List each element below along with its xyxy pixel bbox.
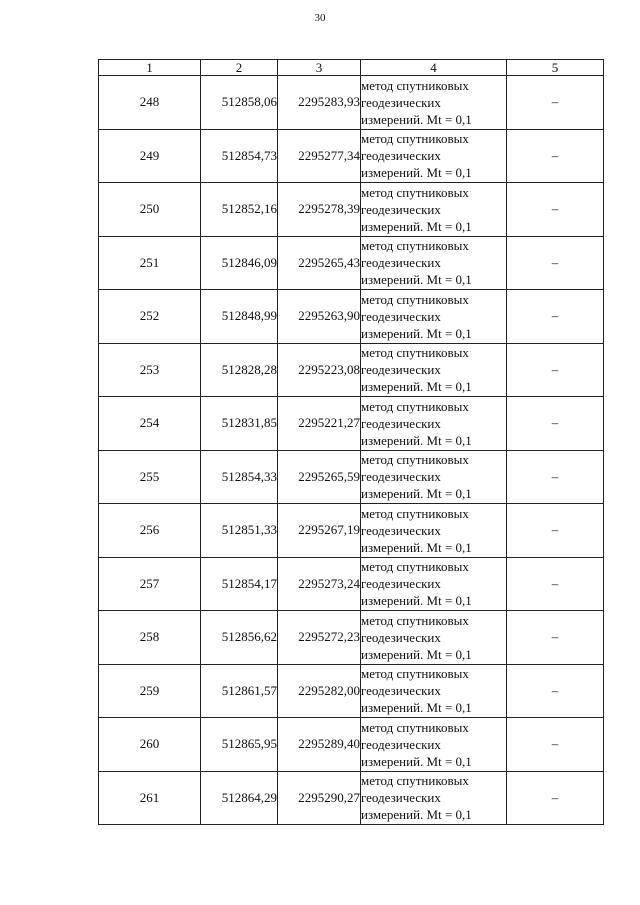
- method-line: геодезических: [361, 415, 441, 431]
- method-line: геодезических: [361, 201, 441, 217]
- x-coordinate: 512851,33: [201, 504, 278, 558]
- method-line: измерений. Mt = 0,1: [361, 539, 472, 555]
- table-row: [99, 76, 604, 130]
- table-row: [99, 504, 604, 558]
- method-line: измерений. Mt = 0,1: [361, 272, 472, 288]
- table-row: [99, 343, 604, 397]
- note-cell: –: [507, 397, 604, 451]
- table-body: [99, 76, 604, 825]
- note-cell: –: [507, 504, 604, 558]
- table-row: [99, 718, 604, 772]
- x-coordinate: 512854,73: [201, 129, 278, 183]
- note-cell: –: [507, 236, 604, 290]
- method-line: геодезических: [361, 683, 441, 699]
- table-row: [99, 557, 604, 611]
- point-number: 260: [99, 718, 201, 772]
- point-number: 252: [99, 290, 201, 344]
- method-line: измерений. Mt = 0,1: [361, 325, 472, 341]
- table-row: [99, 290, 604, 344]
- x-coordinate: 512846,09: [201, 236, 278, 290]
- table-row: [99, 664, 604, 718]
- method-cell: [361, 290, 507, 344]
- table-row: [99, 611, 604, 665]
- y-coordinate: 2295221,27: [278, 397, 361, 451]
- method-cell: [361, 664, 507, 718]
- method-cell: [361, 557, 507, 611]
- method-line: геодезических: [361, 522, 441, 538]
- method-cell: [361, 450, 507, 504]
- y-coordinate: 2295223,08: [278, 343, 361, 397]
- point-number: 257: [99, 557, 201, 611]
- note-cell: –: [507, 664, 604, 718]
- method-line: измерений. Mt = 0,1: [361, 379, 472, 395]
- point-number: 259: [99, 664, 201, 718]
- point-number: 258: [99, 611, 201, 665]
- note-cell: –: [507, 76, 604, 130]
- y-coordinate: 2295265,43: [278, 236, 361, 290]
- header-row: [99, 60, 604, 76]
- header-col-2: 2: [201, 60, 278, 76]
- x-coordinate: 512848,99: [201, 290, 278, 344]
- y-coordinate: 2295283,93: [278, 76, 361, 130]
- y-coordinate: 2295278,39: [278, 183, 361, 237]
- note-cell: –: [507, 557, 604, 611]
- note-cell: –: [507, 450, 604, 504]
- x-coordinate: 512852,16: [201, 183, 278, 237]
- method-line: метод спутниковых: [361, 559, 469, 575]
- method-line: геодезических: [361, 308, 441, 324]
- y-coordinate: 2295273,24: [278, 557, 361, 611]
- y-coordinate: 2295267,19: [278, 504, 361, 558]
- note-cell: –: [507, 771, 604, 825]
- method-cell: [361, 236, 507, 290]
- method-cell: [361, 129, 507, 183]
- method-line: метод спутниковых: [361, 131, 469, 147]
- x-coordinate: 512865,95: [201, 718, 278, 772]
- point-number: 254: [99, 397, 201, 451]
- x-coordinate: 512831,85: [201, 397, 278, 451]
- method-line: измерений. Mt = 0,1: [361, 753, 472, 769]
- x-coordinate: 512856,62: [201, 611, 278, 665]
- header-col-5: 5: [507, 60, 604, 76]
- point-number: 255: [99, 450, 201, 504]
- page-number: 30: [314, 12, 326, 24]
- method-line: измерений. Mt = 0,1: [361, 486, 472, 502]
- x-coordinate: 512861,57: [201, 664, 278, 718]
- method-line: метод спутниковых: [361, 398, 469, 414]
- note-cell: –: [507, 718, 604, 772]
- method-line: измерений. Mt = 0,1: [361, 700, 472, 716]
- point-number: 251: [99, 236, 201, 290]
- y-coordinate: 2295263,90: [278, 290, 361, 344]
- table-row: [99, 129, 604, 183]
- point-number: 256: [99, 504, 201, 558]
- x-coordinate: 512854,17: [201, 557, 278, 611]
- method-line: измерений. Mt = 0,1: [361, 111, 472, 127]
- table-row: [99, 450, 604, 504]
- point-number: 248: [99, 76, 201, 130]
- method-line: геодезических: [361, 736, 441, 752]
- method-cell: [361, 611, 507, 665]
- method-line: метод спутниковых: [361, 719, 469, 735]
- method-cell: [361, 343, 507, 397]
- header-col-1: 1: [99, 60, 201, 76]
- x-coordinate: 512858,06: [201, 76, 278, 130]
- method-line: метод спутниковых: [361, 77, 469, 93]
- x-coordinate: 512828,28: [201, 343, 278, 397]
- method-line: метод спутниковых: [361, 345, 469, 361]
- header-col-3: 3: [278, 60, 361, 76]
- method-line: метод спутниковых: [361, 612, 469, 628]
- method-line: измерений. Mt = 0,1: [361, 646, 472, 662]
- method-line: метод спутниковых: [361, 184, 469, 200]
- y-coordinate: 2295265,59: [278, 450, 361, 504]
- method-cell: [361, 504, 507, 558]
- x-coordinate: 512864,29: [201, 771, 278, 825]
- note-cell: –: [507, 183, 604, 237]
- method-line: геодезических: [361, 362, 441, 378]
- y-coordinate: 2295282,00: [278, 664, 361, 718]
- coordinates-table: [98, 59, 604, 825]
- x-coordinate: 512854,33: [201, 450, 278, 504]
- method-cell: [361, 76, 507, 130]
- method-line: геодезических: [361, 790, 441, 806]
- note-cell: –: [507, 129, 604, 183]
- method-cell: [361, 718, 507, 772]
- table-row: [99, 236, 604, 290]
- method-line: геодезических: [361, 255, 441, 271]
- table-row: [99, 183, 604, 237]
- method-line: измерений. Mt = 0,1: [361, 218, 472, 234]
- table-row: [99, 771, 604, 825]
- header-col-4: 4: [361, 60, 507, 76]
- y-coordinate: 2295277,34: [278, 129, 361, 183]
- method-line: метод спутниковых: [361, 773, 469, 789]
- note-cell: –: [507, 343, 604, 397]
- method-cell: [361, 771, 507, 825]
- method-line: метод спутниковых: [361, 238, 469, 254]
- method-line: метод спутниковых: [361, 666, 469, 682]
- method-line: метод спутниковых: [361, 452, 469, 468]
- method-cell: [361, 183, 507, 237]
- point-number: 250: [99, 183, 201, 237]
- point-number: 253: [99, 343, 201, 397]
- method-line: метод спутниковых: [361, 291, 469, 307]
- method-line: измерений. Mt = 0,1: [361, 165, 472, 181]
- note-cell: –: [507, 611, 604, 665]
- method-line: измерений. Mt = 0,1: [361, 432, 472, 448]
- table-row: [99, 397, 604, 451]
- method-line: геодезических: [361, 629, 441, 645]
- note-cell: –: [507, 290, 604, 344]
- method-line: геодезических: [361, 94, 441, 110]
- method-line: геодезических: [361, 576, 441, 592]
- method-line: геодезических: [361, 469, 441, 485]
- method-line: измерений. Mt = 0,1: [361, 593, 472, 609]
- method-line: метод спутниковых: [361, 505, 469, 521]
- y-coordinate: 2295289,40: [278, 718, 361, 772]
- y-coordinate: 2295272,23: [278, 611, 361, 665]
- method-cell: [361, 397, 507, 451]
- y-coordinate: 2295290,27: [278, 771, 361, 825]
- method-line: геодезических: [361, 148, 441, 164]
- method-line: измерений. Mt = 0,1: [361, 807, 472, 823]
- point-number: 249: [99, 129, 201, 183]
- point-number: 261: [99, 771, 201, 825]
